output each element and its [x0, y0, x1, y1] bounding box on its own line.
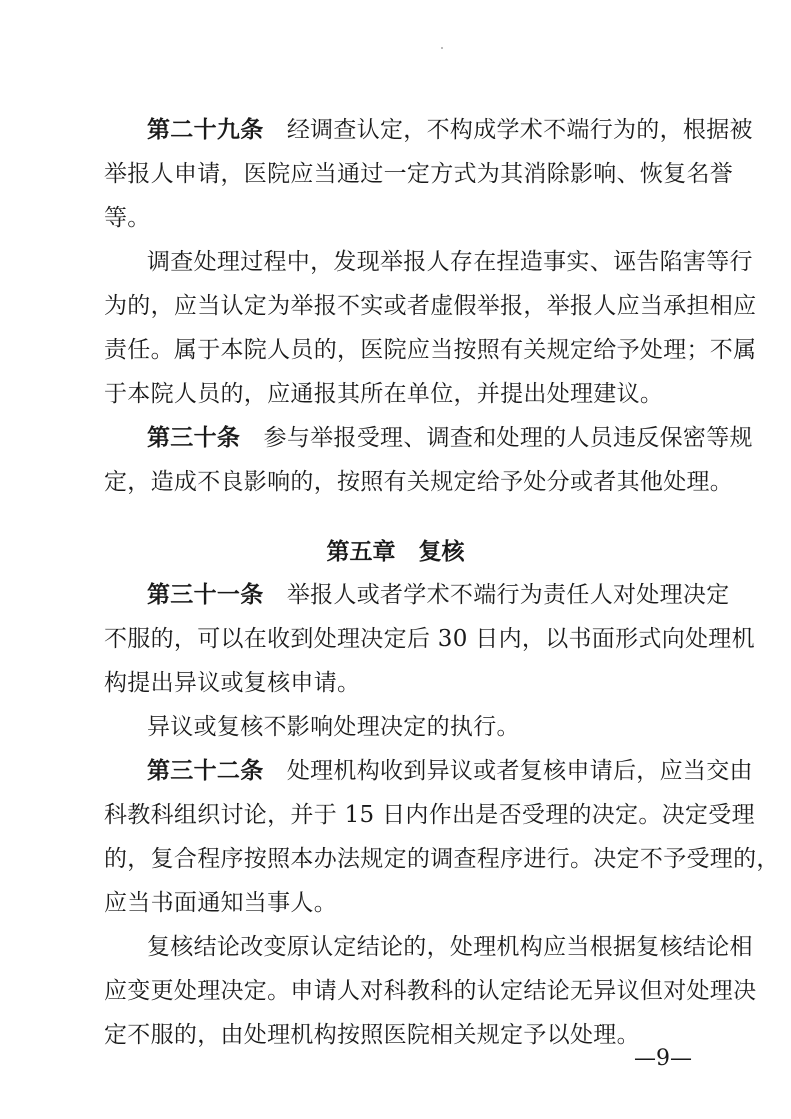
article-32-line-2: 科教科组织讨论，并于 15 日内作出是否受理的决定。决定受理 — [104, 802, 755, 828]
article-30-label: 第三十条 — [147, 424, 241, 451]
article-32-text-1: 处理机构收到异议或者复核申请后，应当交由 — [286, 758, 753, 784]
scan-speck — [441, 47, 443, 49]
chapter-title: 第五章 复核 — [326, 538, 465, 565]
article-29-text-1: 经调查认定，不构成学术不端行为的，根据被 — [286, 117, 753, 143]
article-29-line-2: 举报人申请，医院应当通过一定方式为其消除影响、恢复名誉 — [104, 161, 734, 187]
paragraph-7-line-1: 复核结论改变原认定结论的，处理机构应当根据复核结论相 — [147, 934, 753, 960]
article-31-line-1 — [147, 580, 747, 610]
article-29-line-3: 等。 — [104, 205, 151, 231]
paragraph-2-line-1: 调查处理过程中，发现举报人存在捏造事实、诬告陷害等行 — [147, 249, 753, 275]
article-31-label: 第三十一条 — [147, 581, 264, 608]
paragraph-7-line-2: 应变更处理决定。申请人对科教科的认定结论无异议但对处理决 — [104, 978, 757, 1004]
page-number: —9— — [634, 1046, 692, 1071]
article-32-line-3: 的，复合程序按照本办法规定的调查程序进行。决定不予受理的， — [104, 846, 780, 872]
paragraph-2-line-4: 于本院人员的，应通报其所在单位，并提出处理建议。 — [104, 381, 664, 407]
article-30-line-2: 定，造成不良影响的，按照有关规定给予处分或者其他处理。 — [104, 469, 734, 495]
article-32-line-4: 应当书面通知当事人。 — [104, 890, 337, 916]
article-31-line-3: 构提出异议或复核申请。 — [104, 670, 361, 696]
article-30-line-1 — [147, 423, 753, 453]
article-31-text-1: 举报人或者学术不端行为责任人对处理决定 — [286, 582, 730, 608]
article-31-line-2: 不服的，可以在收到处理决定后 30 日内，以书面形式向处理机 — [104, 626, 755, 652]
article-32-line-1 — [147, 756, 753, 786]
paragraph-2-line-2: 为的，应当认定为举报不实或者虚假举报，举报人应当承担相应 — [104, 293, 757, 319]
paragraph-5-line-1: 异议或复核不影响处理决定的执行。 — [147, 714, 520, 740]
article-29-label: 第二十九条 — [147, 116, 264, 143]
paragraph-2-line-3: 责任。属于本院人员的，医院应当按照有关规定给予处理；不属 — [104, 337, 757, 363]
paragraph-7-line-3: 定不服的，由处理机构按照医院相关规定予以处理。 — [104, 1022, 640, 1048]
article-30-text-1: 参与举报受理、调查和处理的人员违反保密等规 — [263, 425, 753, 451]
article-29-line-1 — [147, 115, 753, 145]
article-32-label: 第三十二条 — [147, 757, 264, 784]
